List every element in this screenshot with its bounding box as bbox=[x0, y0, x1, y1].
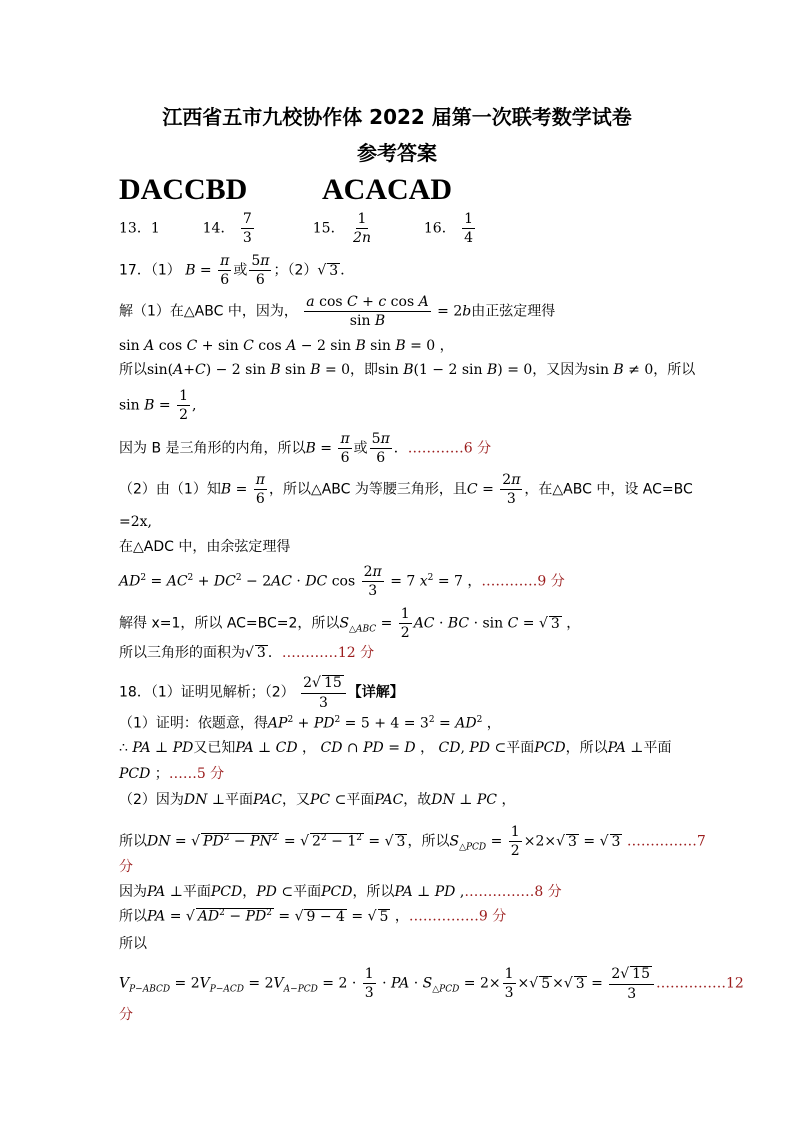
q17-summary: 17．（1） B = $\frac{\pi}{6}$ 或 $\frac{5\pi}{6}$ ；（2）√ 3 ． bbox=[119, 253, 355, 288]
q18-dn-equation: 所以DN = √ $PD^2 - PN^2$ = √ $2^2 - 1^2$ = √ 3 ，所以$S_{\triangle PCD}$ = $\frac{1}{2}$ ×2×√ 3 = √ 3 ……………7 bbox=[119, 824, 706, 859]
choice-answers-1-6: DACCBD bbox=[119, 173, 248, 206]
q17-solve-x: 解得 x=1，所以 AC=BC=2，所以$S_{\triangle ABC}$ = $\frac{1}{2}$ AC · BC · sin C = √ 3 ， bbox=[119, 606, 581, 641]
q17-area: 所以三角形的面积为√ 3 ．…………12 分 bbox=[119, 645, 375, 661]
score-8: ……………8 分 bbox=[464, 884, 562, 900]
q18-part2-line1: （2）因为DN ⊥平面PAC，又PC ⊂平面PAC，故DN ⊥ PC ， bbox=[119, 792, 516, 808]
q18-pa-perp: 因为PA ⊥平面PCD，PD ⊂平面PCD，所以PA ⊥ PD ,……………8 分 bbox=[119, 884, 562, 900]
answer-14-label: 14． bbox=[202, 220, 235, 237]
q17-part2-line1: （2）由（1）知B = $\frac{\pi}{6}$ ，所以△ABC 为等腰三角形，且C = $\frac{2\pi}{3}$ ，在△ABC 中，设 AC=BC bbox=[119, 472, 693, 507]
score-9: …………9 分 bbox=[481, 573, 565, 590]
score-9b: ……………9 分 bbox=[408, 908, 507, 925]
q17-solution-line4: sin B = $\frac{1}{2}$ , bbox=[119, 388, 197, 423]
q17-cosine-equation: $AD^2 = AC^2 + DC^2 - 2AC$ · DC cos $\frac{2\pi}{3}$ = 7 $x^2 = 7$ ，…………9 分 bbox=[119, 564, 565, 599]
answer-16-label: 16． bbox=[423, 220, 456, 237]
q18-proof-line2: ∴ PA ⊥ PD又已知PA ⊥ CD ， CD ∩ PD = D ， CD, PD ⊂平面PCD，所以PA ⊥平面 bbox=[119, 740, 672, 756]
q18-so: 所以 bbox=[119, 936, 147, 952]
q17-solution-line1: 解（1）在△ABC 中，因为， $\frac{\text{a cos C + c cos A}}{\text{sin B}}$ = 2b由正弦定理得 bbox=[119, 294, 556, 329]
page-title: 江西省五市九校协作体 2022 届第一次联考数学试卷 bbox=[162, 105, 632, 129]
score-7-unit: 分 bbox=[119, 859, 133, 875]
score-12b: ……………12 bbox=[656, 975, 744, 992]
answer-15-fraction: $\frac{1}{2n}$ bbox=[353, 211, 371, 246]
answer-15-label: 15． bbox=[312, 220, 345, 237]
q18-pa-length: 所以PA = √ $AD^2 - PD^2$ = √ 9 − 4 = √ 5 ，……………9 分 bbox=[119, 908, 507, 925]
score-6: …………6 分 bbox=[407, 440, 492, 457]
q17-solution-line2: sin A cos C + sin C cos A − 2 sin B sin B = 0 ， bbox=[119, 338, 454, 354]
q18-proof-line3: PCD ；……5 分 bbox=[119, 766, 225, 782]
q18-proof-line1: （1）证明：依题意，得$AP^2 + PD^2 = 5 + 4 = 3^2 = AD^2$ ， bbox=[119, 715, 501, 732]
score-12: …………12 分 bbox=[281, 645, 375, 661]
q18-volume-equation: $V_{P-ABCD} = 2V_{P-ACD} = 2V_{A-PCD} = 2$ · $\frac{1}{3}$ · PA · $S_{\triangle PCD} = 2\times$ $\frac{1}{3}$ ×√ 5 ×√ 3 = $\frac{2√ 15}{3}$ ……………12 bbox=[119, 966, 744, 1003]
q17-part2-line2: =2x, bbox=[119, 514, 152, 530]
q18-summary: 18．（1）证明见解析；（2） $\frac{2√ 15}{3}$ 【详解】 bbox=[119, 675, 404, 712]
fill-in-answers bbox=[119, 212, 477, 245]
answer-14-fraction: $\frac{7}{3}$ bbox=[242, 211, 252, 246]
score-12-unit: 分 bbox=[119, 1007, 133, 1023]
page-subtitle: 参考答案 bbox=[357, 141, 437, 165]
answer-13: 13．1 bbox=[119, 220, 160, 237]
q17-cosine-law: 在△ADC 中，由余弦定理得 bbox=[119, 539, 291, 555]
q17-solution-line3: 所以sin(A+C) − 2 sin B sin B = 0，即sin B(1 − 2 sin B) = 0，又因为sin B ≠ 0，所以 bbox=[119, 362, 696, 378]
score-5: ……5 分 bbox=[168, 766, 225, 782]
answer-16-fraction: $\frac{1}{4}$ bbox=[464, 211, 474, 246]
q17-solution-line5: 因为 B 是三角形的内角，所以B = $\frac{\pi}{6}$ 或 $\frac{5\pi}{6}$ ．…………6 分 bbox=[119, 431, 492, 466]
choice-answers-7-12: ACACAD bbox=[322, 173, 452, 206]
score-7: ……………7 bbox=[626, 833, 706, 850]
